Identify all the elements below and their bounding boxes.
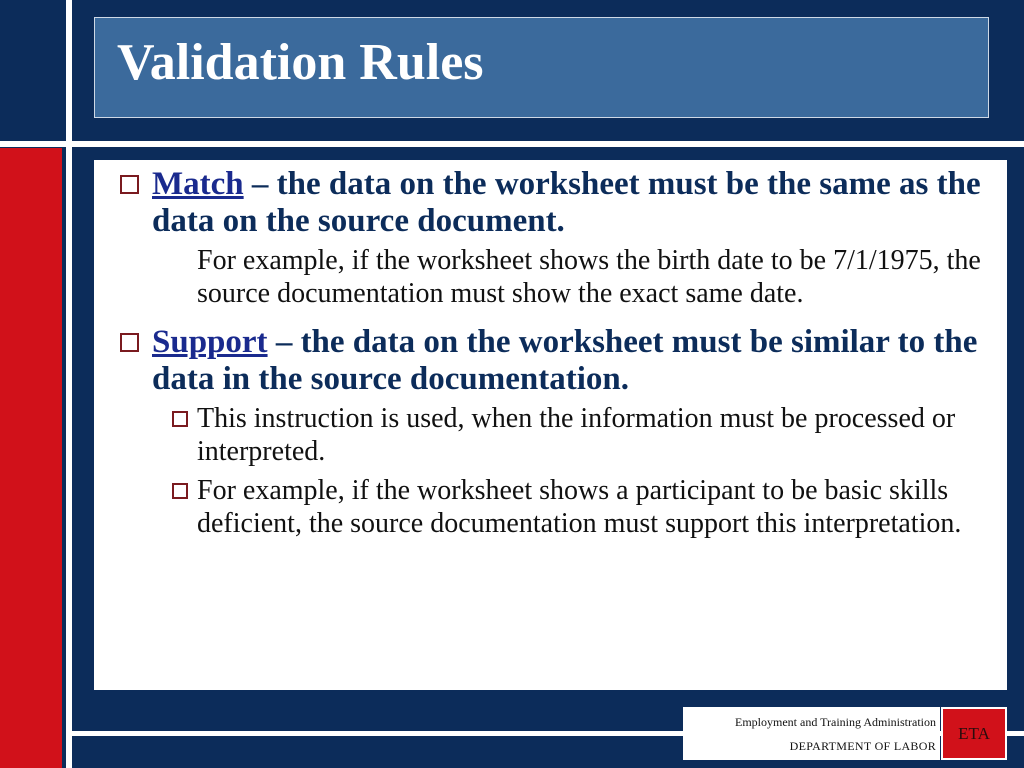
bullet-support — [114, 324, 989, 398]
eta-badge: ETA — [941, 707, 1007, 760]
sub-bullet-text: This instruction is used, when the information must be processed or interpreted. — [197, 403, 956, 467]
footer-dept: DEPARTMENT OF LABOR — [789, 739, 936, 753]
checkbox-bullet-icon — [172, 483, 188, 499]
bullet-match — [114, 166, 989, 240]
bullet-keyword-match: Match — [152, 166, 244, 202]
example-paragraph: For example, if the worksheet shows the birth date to be 7/1/1975, the source documentation must show the exact same date. — [197, 245, 981, 309]
slide-content — [94, 160, 1007, 690]
checkbox-bullet-icon — [120, 333, 139, 352]
vertical-divider — [66, 0, 72, 768]
sub-bullet — [114, 402, 989, 468]
checkbox-bullet-icon — [172, 411, 188, 427]
slide-title: Validation Rules — [117, 34, 484, 91]
left-bar-navy — [0, 0, 62, 140]
bullet-text-match: – the data on the worksheet must be the same as the data on the source document. — [152, 166, 981, 239]
bullet-keyword-support: Support — [152, 324, 268, 360]
sub-bullet — [114, 474, 989, 540]
sub-bullet-text: For example, if the worksheet shows a participant to be basic skills deficient, the source documentation must support this interpretation. — [197, 475, 962, 539]
footer-org: Employment and Training Administration — [735, 715, 936, 729]
bullet-text-support: – the data on the worksheet must be similar to the data in the source documentation. — [152, 324, 978, 397]
title-box — [94, 17, 989, 118]
horizontal-divider-top — [0, 141, 1024, 147]
left-bar-red — [0, 148, 62, 768]
footer-label — [683, 707, 940, 760]
checkbox-bullet-icon — [120, 175, 139, 194]
